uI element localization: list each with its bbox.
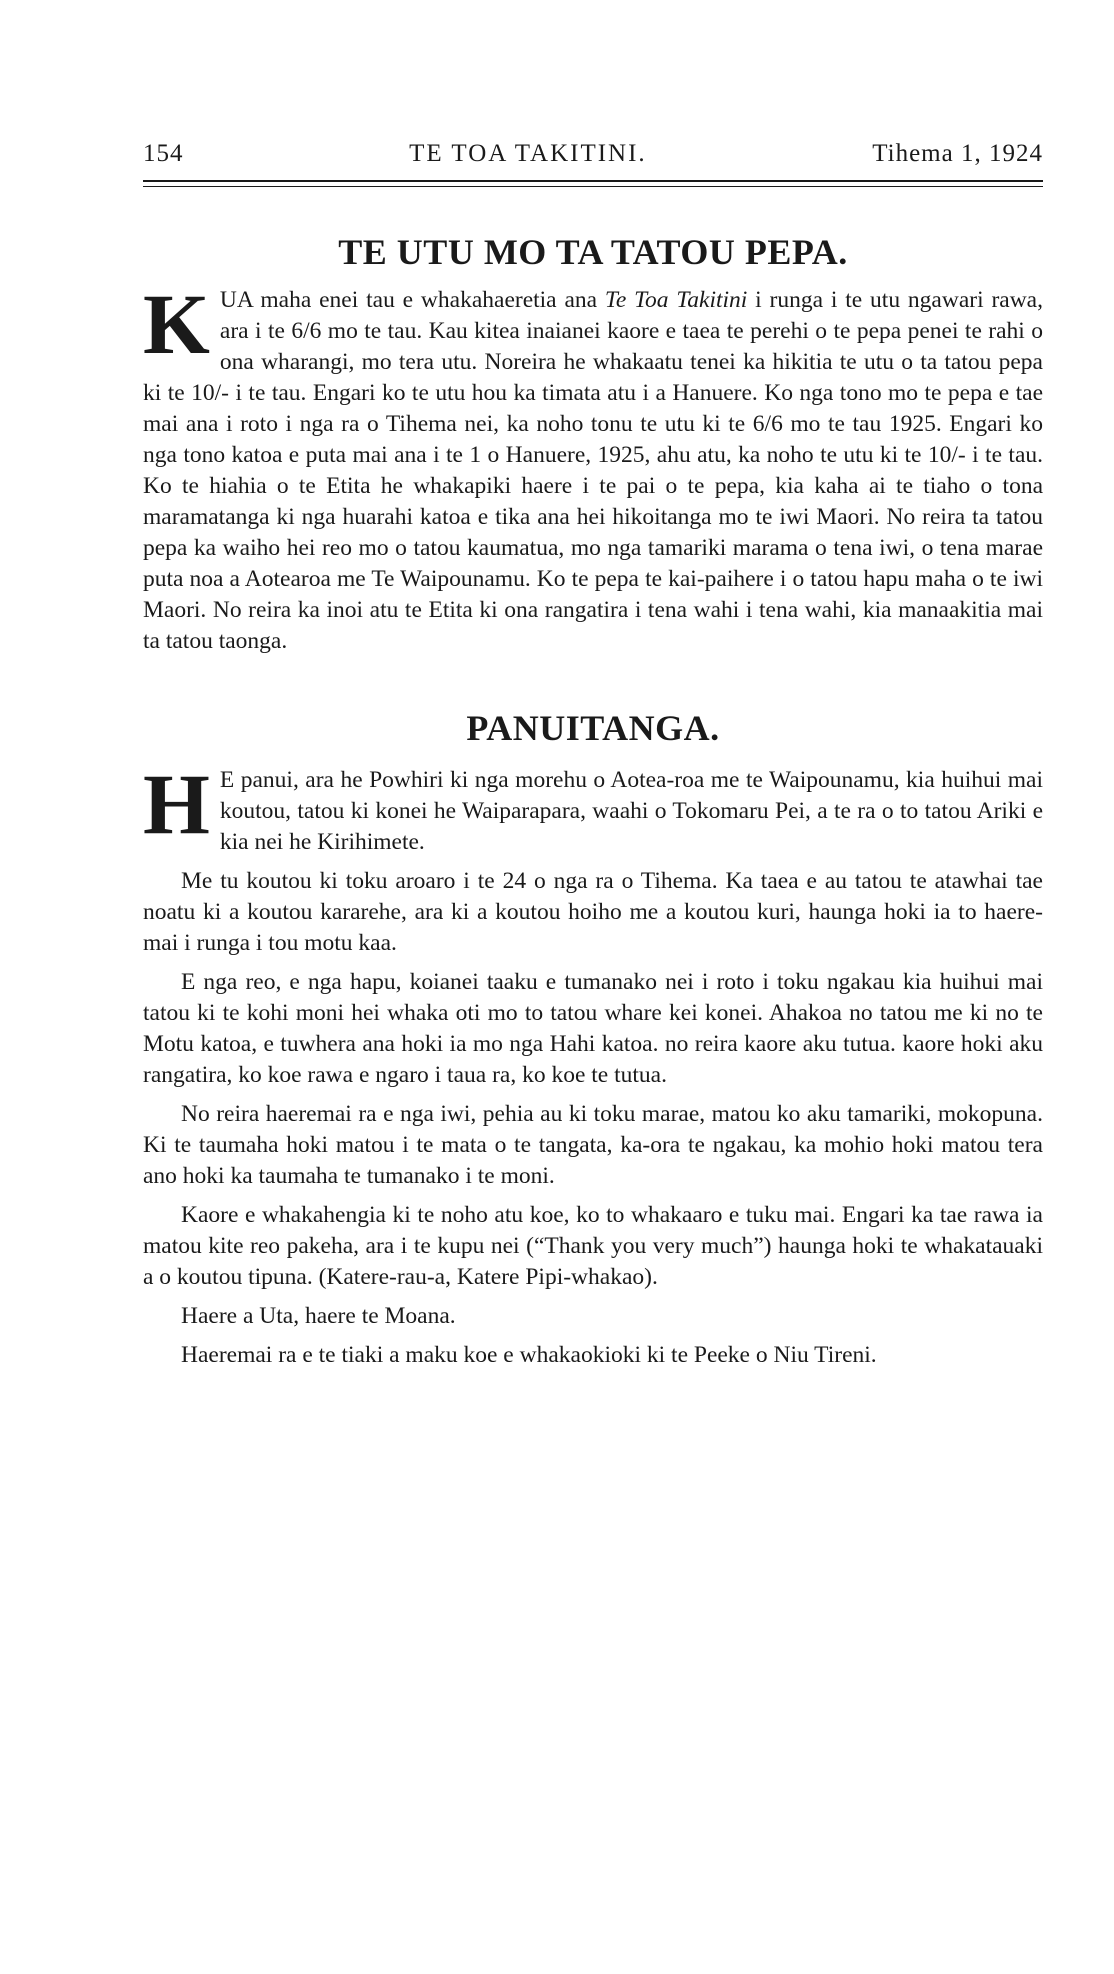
publication-name: Te Toa Takitini (604, 287, 748, 313)
paragraph-lead-text: UA maha enei tau e whakahaeretia ana (219, 287, 605, 313)
notice-paragraph: Me tu koutou ki toku aroaro i te 24 o nga ra o Tihema. Ka taea e au tatou te atawhai tae noatu ki a koutou kararehe, ara ki a koutou hoiho me a koutou kuri, haunga hoki ia to haere-mai i runga i tou motu kaa. (143, 868, 1043, 956)
running-head (143, 140, 1043, 178)
page (143, 140, 1043, 1371)
article-paragraph (143, 276, 1043, 657)
paragraph-lead-text: E panui, ara he Powhiri ki nga morehu o Aotea-roa me te Waipounamu, kia huihui mai koutou, tatou ki konei he Waiparapara, waahi o Tokomaru Pei, a te ra o to tatou Ariki e kia nei he Kirihimete. (219, 767, 1043, 855)
article-subscription-price (143, 231, 1043, 657)
paragraph-body-text: i runga i te utu ngawari rawa, ara i te 6/6 mo te tau. Kau kitea inaianei kaore e taea te perehi o te pepa penei te rahi o ona wharangi, mo tera utu. Noreira he whakaatu tenei ka hikitia te utu o ta tatou pepa ki te 10/- i te tau. Engari ko te utu hou ka timata atu i a Hanuere. Ko nga tono mo te pepa e tae mai ana i roto i nga ra o Tihema nei, ka noho tonu te utu ki te 6/6 mo te tau 1925. Engari ko nga tono katoa e puta mai ana i te 1 o Hanuere, 1925, ahu atu, ka noho te utu ki te 10/- i te tau. Ko te hiahia o te Etita he whakapiki haere i te pai o te pepa, kia kaha ai te tiaho o tona maramatanga ki nga huarahi katoa e tika ana hei hikoitanga mo te iwi Maori. No reira ta tatou pepa ka waiho hei reo mo o tatou kaumatua, mo nga tamariki marama o tena iwi, o tena marae puta noa a Aotearoa me Te Waipounamu. Ko te pepa te kai-paihere i o tatou hapu maha o te iwi Maori. No reira ka inoi atu te Etita ki ona rangatira i tena wahi i tena wahi, kia manaakitia mai ta tatou taonga. (143, 287, 1043, 654)
issue-date: Tihema 1, 1924 (872, 140, 1043, 167)
drop-cap: H (143, 756, 210, 852)
notice-paragraph: E nga reo, e nga hapu, koianei taaku e tumanako nei i roto i toku ngakau kia huihui mai tatou ki te kohi moni hei whaka oti mo to tatou whare kei konei. Ahakoa no tatou me ki no te Motu katoa, e tuwhera ana hoki ia mo nga Hahi katoa. no reira kaore aku tutua. kaore hoki aku rangatira, ko koe rawa e ngaro i taua ra, ko koe te tutua. (143, 969, 1043, 1088)
journal-title: TE TOA TAKITINI. (409, 140, 647, 167)
page-number: 154 (143, 140, 184, 167)
article-notice (143, 707, 1043, 1371)
notice-paragraph: Haere a Uta, haere te Moana. (181, 1303, 456, 1329)
article-headline: TE UTU MO TA TATOU PEPA. (338, 232, 848, 272)
drop-cap: K (143, 276, 210, 372)
header-rule (143, 180, 1043, 187)
notice-headline: PANUITANGA. (466, 708, 720, 748)
notice-paragraph: No reira haeremai ra e nga iwi, pehia au ki toku marae, matou ko aku tamariki, mokopuna. Ki te taumaha hoki matou i te mata o te tangata, ka-ora te ngakau, ka mohio hoki matou tera ano hoki ka taumaha te tumanako i te moni. (143, 1101, 1043, 1189)
notice-paragraph: Haeremai ra e te tiaki a maku koe e whakaokioki ki te Peeke o Niu Tireni. (181, 1342, 877, 1368)
notice-first-paragraph (143, 756, 1043, 858)
notice-paragraph: Kaore e whakahengia ki te noho atu koe, ko to whakaaro e tuku mai. Engari ka tae rawa ia matou kite reo pakeha, ara i te kupu nei (“Thank you very much”) haunga hoki te whakatauaki a o koutou tipuna. (Katere-rau-a, Katere Pipi-whakao). (143, 1202, 1043, 1290)
